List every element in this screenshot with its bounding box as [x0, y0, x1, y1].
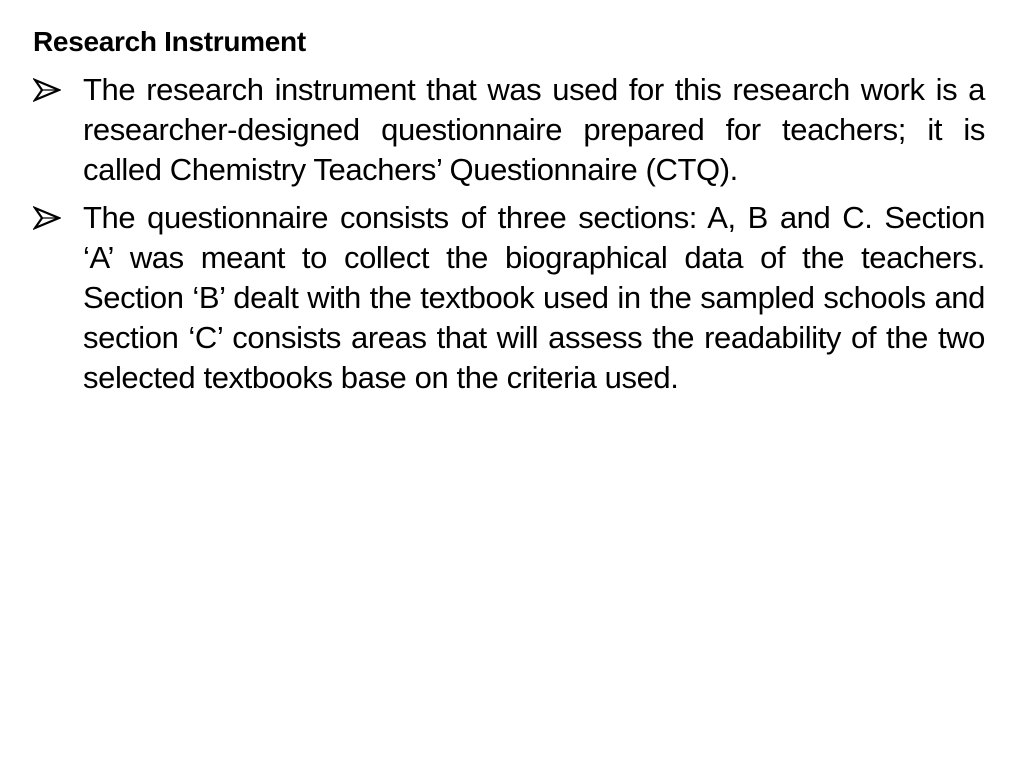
- slide-title: Research Instrument: [33, 26, 306, 57]
- arrowhead-bullet-icon: [33, 206, 61, 230]
- bullet-text: The questionnaire consists of three sections: A, B and C. Section ‘A’ was meant to collect the biographical data of the teachers. Section ‘B’ dealt with the textbook used in the sampled schools and section ‘C’ consists areas that will assess the readability of the two selected textbooks base on the criteria used.: [83, 200, 985, 395]
- bullet-list: [33, 70, 985, 406]
- bullet-item: [33, 198, 985, 398]
- bullet-text: The research instrument that was used for this research work is a researcher-designed questionnaire prepared for teachers; it is called Chemistry Teachers’ Questionnaire (CTQ).: [83, 72, 985, 187]
- arrowhead-bullet-icon: [33, 78, 61, 102]
- bullet-item: [33, 70, 985, 190]
